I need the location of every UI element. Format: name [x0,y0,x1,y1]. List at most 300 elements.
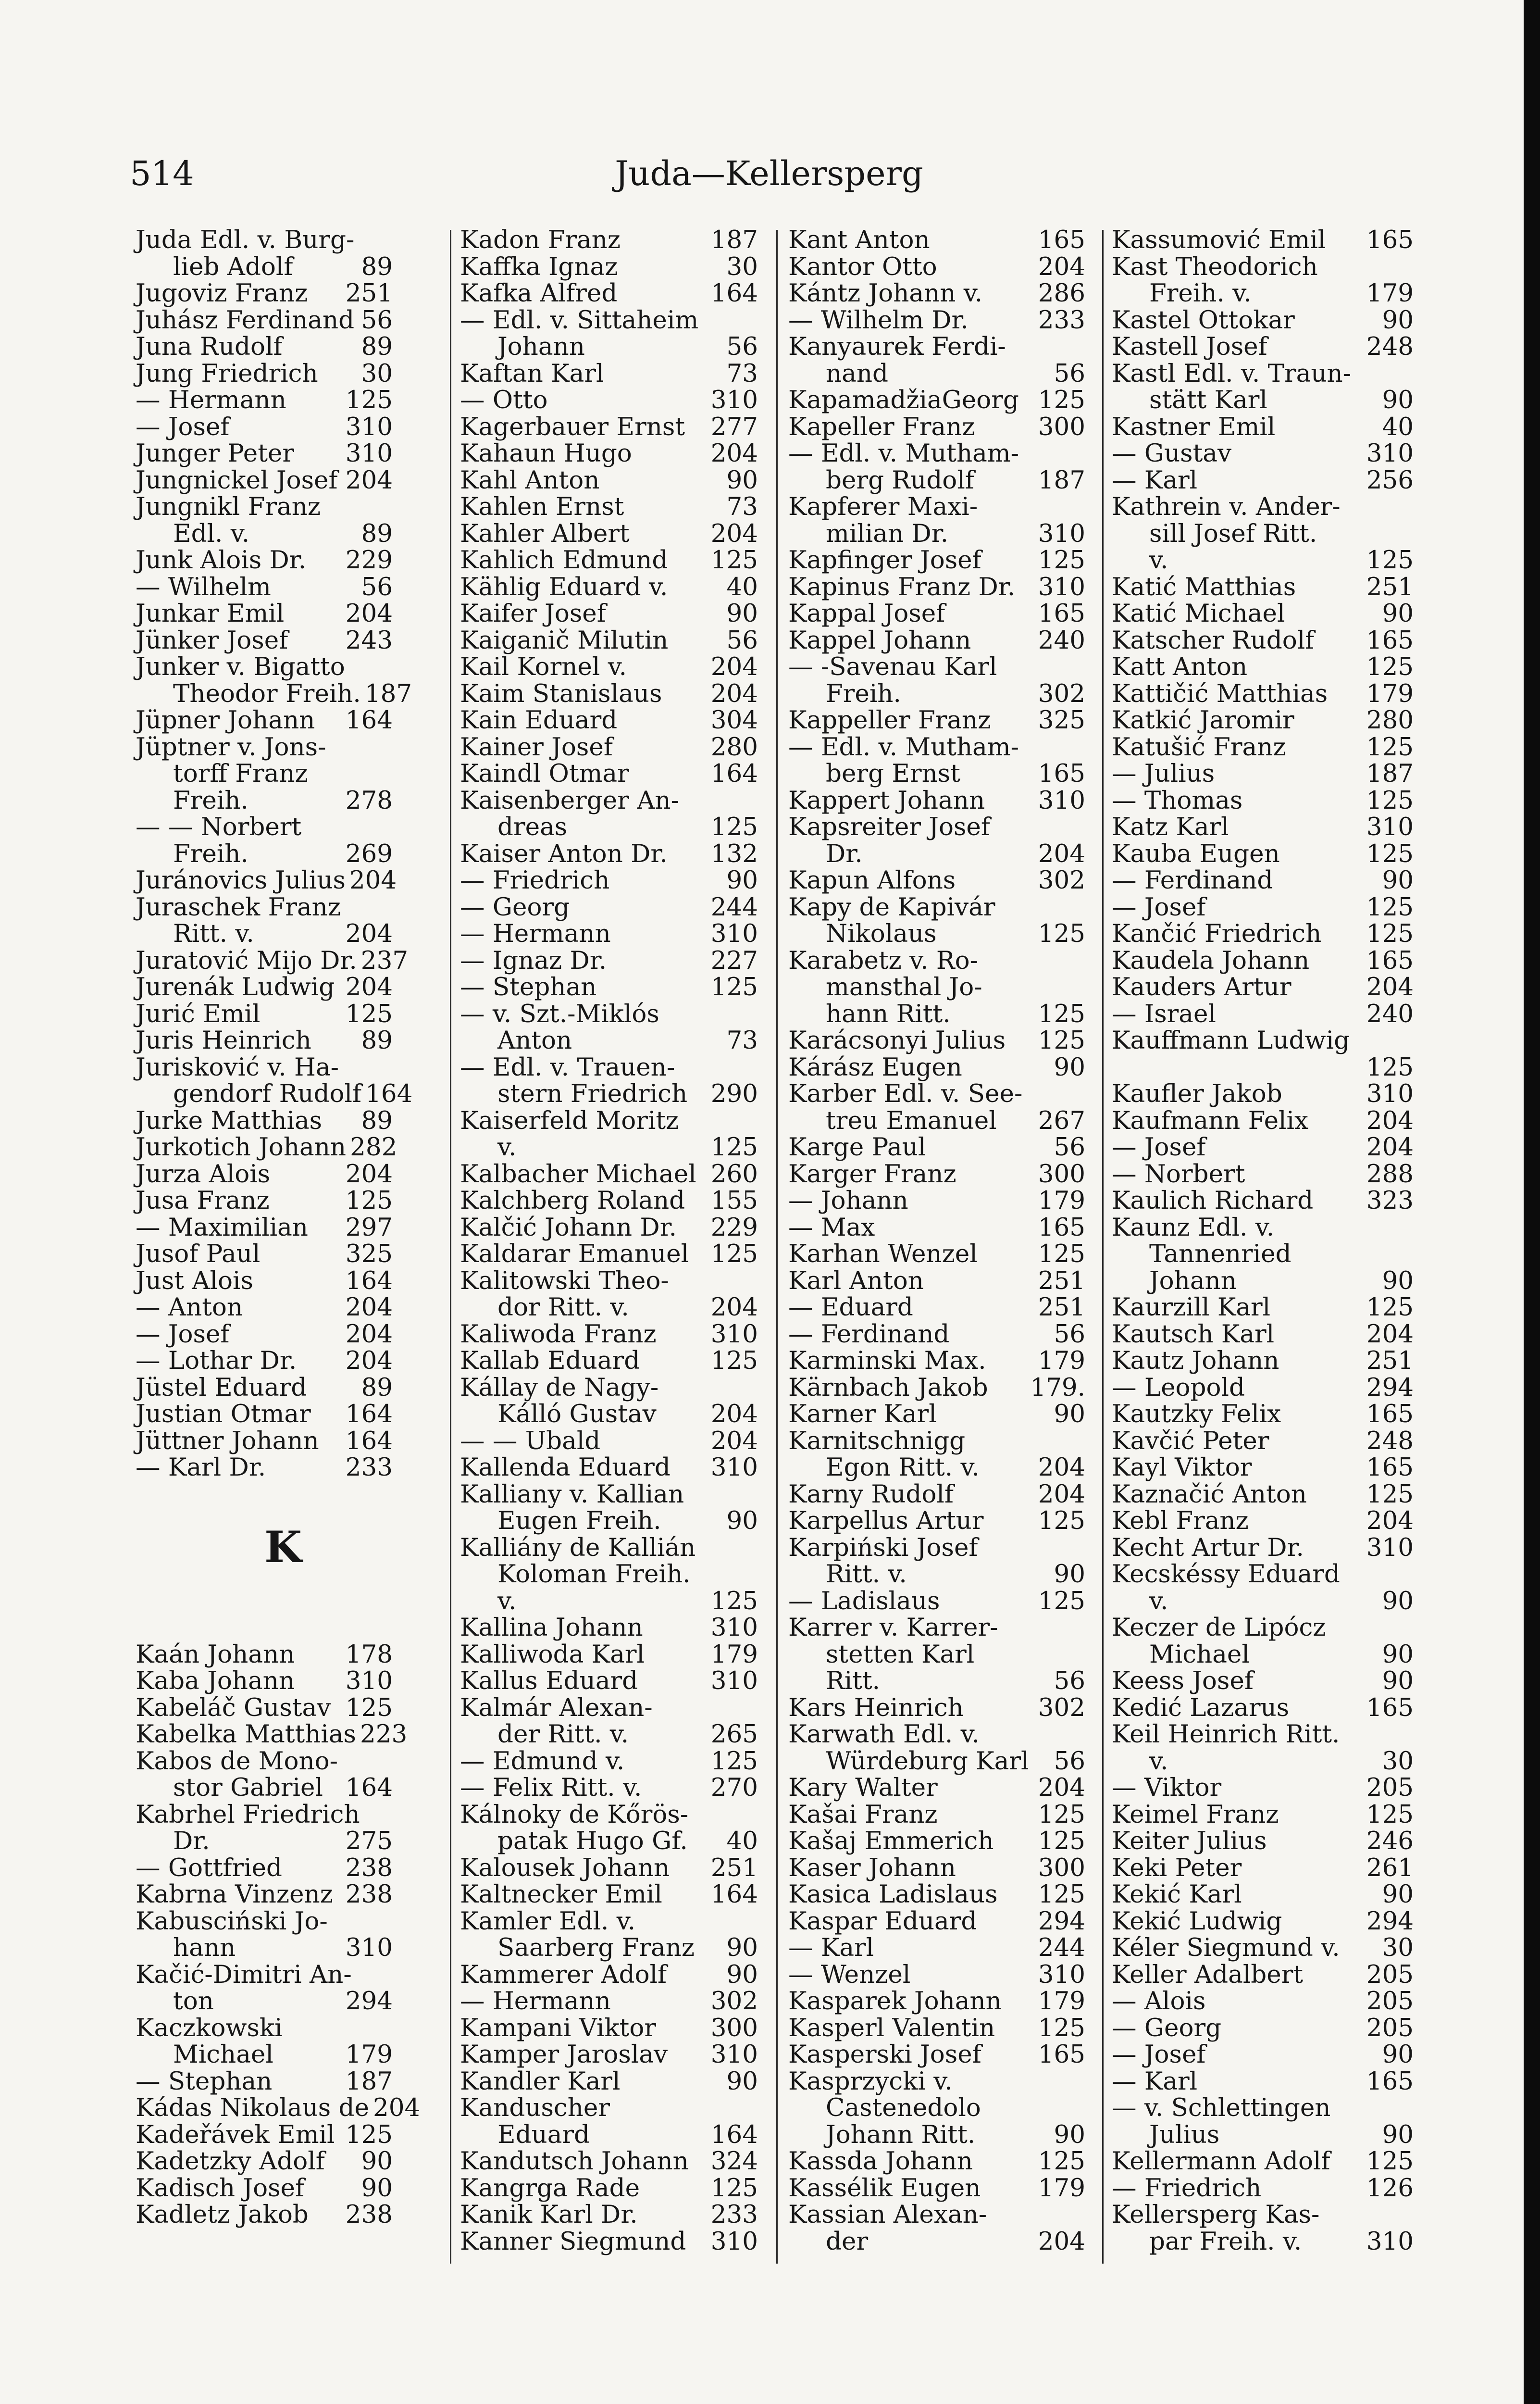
entry-page-number: 165 [1366,1400,1414,1428]
entry-page-number: 204 [710,1293,758,1322]
entry-page-number: 294 [1366,1373,1414,1402]
entry-name: Katt Anton [1112,652,1248,681]
index-entry [1112,2202,1414,2229]
index-entry [1112,1855,1414,1882]
entry-page-number: 290 [710,1079,758,1108]
index-entry [1112,1588,1414,1615]
entry-page-number: 300 [1038,412,1085,441]
entry-page-number: 248 [1366,332,1414,361]
entry-name: Kaltnecker Emil [460,1880,662,1909]
index-entry [788,2041,1085,2068]
index-column-3 [788,227,1085,2255]
index-column-1 [136,225,421,2229]
entry-name: Ritt. [826,1666,881,1695]
entry-page-number: 204 [710,679,758,708]
entry-name: Kattičić Matthias [1112,679,1328,708]
entry-name: Kagerbauer Ernst [460,412,685,441]
entry-page-number: 265 [710,1720,758,1749]
entry-name: Juris Heinrich [136,1026,311,1055]
index-entry [136,679,412,708]
entry-name: — Thomas [1112,786,1243,815]
index-entry [460,2095,758,2122]
index-entry [136,2202,393,2229]
entry-name: Kabrhel Friedrich [136,1800,360,1829]
entry-page-number: 204 [1366,1106,1414,1135]
entry-page-number: 310 [1366,1079,1414,1108]
entry-page-number: 325 [345,1240,393,1268]
entry-name: Jüttner Johann [136,1426,319,1455]
index-entry [788,1215,1085,1241]
entry-name: Kaindl Otmar [460,759,629,788]
entry-page-number: 56 [726,626,758,655]
entry-name: Kärnbach Jakob [788,1373,988,1402]
entry-page-number: 237 [360,946,409,975]
entry-page-number: 132 [710,839,758,868]
index-entry [136,814,393,841]
index-entry [136,521,393,548]
index-entry [136,974,393,1001]
entry-name: sill Josef Ritt. [1149,519,1317,548]
entry-name: Keczer de Lipócz [1112,1613,1326,1642]
entry-page-number: 302 [710,1987,758,2016]
entry-page-number: 310 [1366,813,1414,841]
index-entry [460,1108,758,1135]
entry-page-number: 179 [1366,679,1414,708]
index-entry [788,894,1085,921]
entry-page-number: 240 [1366,999,1414,1028]
entry-name: Kalliwoda Karl [460,1640,645,1669]
entry-name: Jusof Paul [136,1240,261,1268]
index-entry [136,1668,393,1695]
entry-name: Kéler Siegmund v. [1112,1933,1340,1962]
entry-name: Kary Walter [788,1773,938,1802]
index-entry [1112,1962,1414,1989]
index-entry [460,1935,758,1962]
index-entry [136,627,393,654]
entry-page-number: 310 [345,1666,393,1695]
entry-name: — Johann [788,1186,908,1215]
entry-page-number: 269 [345,839,393,868]
entry-name: Junk Alois Dr. [136,546,307,575]
entry-name: — Otto [460,386,548,414]
index-entry [1112,494,1414,521]
entry-page-number: 302 [1038,679,1085,708]
entry-name: dreas [497,813,568,841]
entry-name: Kauffmann Ludwig [1112,1026,1350,1055]
entry-name: Nikolaus [826,919,937,948]
entry-page-number: 125 [1366,2147,1414,2176]
entry-page-number: 90 [726,866,758,895]
entry-name: mansthal Jo- [826,973,982,1002]
entry-name: — — Norbert [136,813,302,841]
entry-page-number: 204 [1366,1506,1414,1535]
index-entry [1112,1748,1414,1775]
entry-name: Kačić-Dimitri An- [136,1960,352,1989]
index-entry [788,1935,1085,1962]
entry-name: Koloman Freih. [497,1560,691,1589]
entry-name: Kaftan Karl [460,359,604,388]
entry-name: — Wenzel [788,1960,911,1989]
index-entry [460,1134,758,1161]
entry-page-number: 73 [726,359,758,388]
index-entry [460,2068,758,2095]
index-entry [1112,601,1414,627]
entry-page-number: 90 [726,1933,758,1962]
index-entry [460,1027,758,1054]
index-entry [788,280,1085,307]
entry-page-number: 244 [710,892,758,922]
entry-name: Kašaj Emmerich [788,1827,994,1855]
entry-name: Kapsreiter Josef [788,813,990,841]
index-entry [1112,1988,1414,2015]
page-edge-border [1524,0,1540,2404]
entry-page-number: 204 [710,1400,758,1428]
entry-page-number: 125 [1366,1052,1414,1082]
index-entry [460,681,758,708]
entry-page-number: 125 [710,813,758,841]
index-entry [136,1802,393,1828]
index-entry [136,1079,413,1108]
entry-page-number: 126 [1366,2173,1414,2203]
entry-name: Kassian Alexan- [788,2200,987,2229]
entry-name: Kappeller Franz [788,706,991,735]
entry-page-number: 304 [710,706,758,735]
entry-name: Kecht Artur Dr. [1112,1533,1304,1562]
index-entry [788,1908,1085,1935]
entry-name: Freih. [826,679,901,708]
entry-name: Kedić Lazarus [1112,1693,1290,1722]
entry-page-number: 125 [1038,546,1085,575]
entry-page-number: 261 [1366,1853,1414,1882]
index-entry [788,814,1085,841]
entry-name: Kalmár Alexan- [460,1693,653,1722]
entry-page-number: 155 [710,1186,758,1215]
entry-page-number: 310 [345,439,393,468]
entry-name: Michael [173,2040,273,2069]
entry-name: Juránovics Julius [136,866,346,895]
index-entry [136,946,409,975]
entry-name: — Gustav [1112,439,1232,468]
entry-name: Kars Heinrich [788,1693,964,1722]
entry-name: Kaspar Eduard [788,1906,977,1936]
entry-name: Karger Franz [788,1159,956,1189]
entry-name: Kallab Eduard [460,1346,640,1375]
entry-name: ton [173,1987,214,2016]
entry-name: Kaunz Edl. v. [1112,1213,1275,1242]
entry-name: Jurisković v. Ha- [136,1052,339,1082]
index-entry [460,1294,758,1321]
entry-name: Jurke Matthias [136,1106,323,1135]
entry-page-number: 165 [1038,1213,1085,1242]
index-entry [460,2041,758,2068]
entry-page-number: 125 [345,1186,393,1215]
entry-page-number: 179 [1366,279,1414,308]
entry-name: Kálló Gustav [497,1400,657,1428]
index-entry [788,654,1085,681]
index-entry [1112,1641,1414,1668]
index-entry [136,307,393,334]
entry-name: Kecskéssy Eduard [1112,1560,1340,1589]
index-entry [788,681,1085,708]
index-entry [460,1508,758,1535]
entry-page-number: 204 [345,599,393,628]
index-entry [460,1802,758,1828]
entry-page-number: 30 [1382,1746,1414,1776]
index-entry [788,1188,1085,1215]
entry-name: Kellermann Adolf [1112,2147,1330,2176]
entry-name: Karwath Edl. v. [788,1720,980,1749]
entry-name: Kafka Alfred [460,279,618,308]
entry-page-number: 233 [1038,305,1085,335]
index-entry [136,361,393,388]
index-column-2 [460,227,758,2255]
index-entry [460,1081,758,1108]
index-entry [788,521,1085,548]
entry-name: Karge Paul [788,1133,926,1162]
entry-name: Kautz Johann [1112,1346,1279,1375]
index-entry [136,1855,393,1882]
entry-name: Kaba Johann [136,1666,295,1695]
entry-page-number: 204 [345,973,393,1002]
entry-name: Kappal Josef [788,599,945,628]
index-entry [460,521,758,548]
entry-page-number: 251 [1038,1293,1085,1322]
entry-name: treu Emanuel [826,1106,997,1135]
index-entry [788,1721,1085,1748]
entry-name: Karnitschnigg [788,1426,966,1455]
entry-name: — Karl [1112,465,1198,495]
entry-name: Johann [1149,1266,1237,1295]
index-entry [788,1695,1085,1722]
index-entry [136,1054,393,1081]
entry-page-number: 300 [1038,1159,1085,1189]
entry-page-number: 165 [1366,2066,1414,2096]
index-entry [460,1695,758,1722]
entry-page-number: 288 [1366,1159,1414,1189]
entry-name: Kaffka Ignaz [460,252,618,281]
entry-page-number: 204 [345,919,393,948]
index-entry [460,734,758,761]
index-entry [460,280,758,307]
entry-page-number: 179 [1038,1987,1085,2016]
entry-name: Kadletz Jakob [136,2200,309,2229]
entry-name: Kapfinger Josef [788,546,981,575]
index-entry [788,1508,1085,1535]
index-entry [788,361,1085,388]
index-entry [136,1294,393,1321]
index-entry [136,227,393,254]
entry-page-number: 164 [710,759,758,788]
index-entry [460,867,758,894]
index-entry [788,921,1085,948]
entry-page-number: 40 [726,572,758,601]
entry-name: Kaznačić Anton [1112,1479,1307,1509]
index-entry [1112,521,1414,548]
entry-page-number: 56 [361,572,393,601]
entry-page-number: 125 [710,1746,758,1776]
entry-name: Juraschek Franz [136,892,341,922]
entry-page-number: 125 [345,386,393,414]
entry-name: — Edl. v. Sittaheim [460,305,699,335]
index-entry [460,1748,758,1775]
index-entry [1112,254,1414,281]
entry-name: Kainer Josef [460,732,613,762]
entry-name: Kántz Johann v. [788,279,983,308]
entry-page-number: 204 [1038,1453,1085,1482]
index-entry [460,307,758,334]
index-entry [1112,627,1414,654]
index-entry [788,1027,1085,1054]
entry-page-number: 125 [1366,919,1414,948]
entry-page-number: 204 [710,1426,758,1455]
entry-name: Katkić Jaromir [1112,706,1294,735]
entry-name: — Max [788,1213,875,1242]
index-entry [136,387,393,414]
entry-page-number: 89 [361,252,393,281]
index-entry [1112,1775,1414,1802]
entry-name: Jünker Josef [136,626,288,655]
entry-page-number: 204 [1038,1773,1085,1802]
entry-page-number: 90 [1382,305,1414,335]
entry-name: Kanner Siegmund [460,2227,686,2256]
index-entry [460,1241,758,1268]
index-entry [1112,1161,1414,1188]
entry-name: Freih. [173,839,248,868]
page-title: Juda—Kellersperg [615,154,923,193]
index-entry [1112,2229,1414,2255]
entry-name: Kampani Viktor [460,2013,656,2042]
index-entry [788,2175,1085,2202]
entry-name: Tannenried [1149,1240,1292,1268]
entry-page-number: 125 [1366,546,1414,575]
entry-page-number: 90 [726,465,758,495]
entry-name: — Edl. v. Trauen- [460,1052,675,1082]
index-entry [460,1161,758,1188]
entry-name: Junker v. Bigatto [136,652,345,681]
entry-page-number: 244 [1038,1933,1085,1962]
index-entry [1112,1348,1414,1375]
index-entry [460,1188,758,1215]
index-entry [136,494,393,521]
index-entry [788,467,1085,494]
entry-name: Anton [497,1026,572,1055]
entry-name: Freih. v. [1149,279,1252,308]
entry-name: Kanduscher [460,2093,610,2122]
entry-page-number: 179. [1030,1373,1085,1402]
entry-page-number: 40 [1382,412,1414,441]
entry-name: Johann Ritt. [826,2120,976,2149]
entry-page-number: 125 [710,973,758,1002]
entry-name: — Stephan [460,973,597,1002]
entry-name: — Hermann [460,1987,611,2016]
index-entry [1112,2175,1414,2202]
entry-name: — Edl. v. Mutham- [788,732,1019,762]
index-entry [788,1535,1085,1562]
entry-page-number: 256 [1366,465,1414,495]
entry-page-number: 164 [710,2120,758,2149]
index-entry [460,334,758,361]
section-letter: K [264,1521,302,1573]
entry-name: Julius [1149,2120,1220,2149]
entry-name: hann [173,1933,236,1962]
entry-name: Kaufler Jakob [1112,1079,1282,1108]
index-entry [1112,387,1414,414]
entry-name: Kasica Ladislaus [788,1880,998,1909]
index-entry [460,814,758,841]
entry-page-number: 165 [1366,1693,1414,1722]
index-entry [1112,1321,1414,1348]
index-entry [1112,1268,1414,1295]
index-entry [136,1935,393,1962]
entry-name: Kahl Anton [460,465,600,495]
entry-page-number: 204 [710,652,758,681]
entry-name: Junkar Emil [136,599,285,628]
index-entry [136,1454,393,1481]
entry-page-number: 187 [710,225,758,254]
index-entry [788,2202,1085,2229]
index-entry [460,1454,758,1481]
index-entry [136,1908,393,1935]
entry-name: Kebl Franz [1112,1506,1249,1535]
entry-page-number: 286 [1038,279,1085,308]
index-entry [460,1481,758,1508]
entry-page-number: 238 [345,2200,393,2229]
index-entry [1112,1375,1414,1402]
entry-page-number: 325 [1038,706,1085,735]
entry-name: Juratović Mijo Dr. [136,946,357,975]
entry-page-number: 165 [1366,225,1414,254]
entry-name: — Hermann [460,919,611,948]
entry-name: Kabeláč Gustav [136,1693,331,1722]
entry-name: Kaifer Josef [460,599,606,628]
entry-page-number: 238 [345,1880,393,1909]
index-entry [1112,1027,1414,1054]
entry-name: — Julius [1112,759,1215,788]
index-entry [460,1001,758,1028]
entry-name: Edl. v. [173,519,250,548]
entry-page-number: 294 [345,1987,393,2016]
entry-name: Jusa Franz [136,1186,270,1215]
entry-name: Karminski Max. [788,1346,986,1375]
index-entry [136,866,397,895]
entry-name: — Georg [1112,2013,1222,2042]
index-entry [1112,2041,1414,2068]
index-entry [788,227,1085,254]
entry-name: Würdeburg Karl [826,1746,1029,1776]
entry-page-number: 310 [1366,1533,1414,1562]
index-entry [136,1375,393,1402]
entry-name: Kangrga Rade [460,2173,640,2203]
index-entry [460,494,758,521]
entry-name: stern Friedrich [497,1079,688,1108]
entry-name: — Norbert [1112,1159,1245,1189]
index-entry [460,1428,758,1455]
entry-page-number: 56 [1054,1319,1085,1349]
entry-name: KapamadžiaGeorg [788,386,1019,414]
index-entry [788,1001,1085,1028]
entry-name: Kárász Eugen [788,1052,962,1082]
entry-page-number: 238 [345,1853,393,1882]
index-entry [1112,1615,1414,1641]
entry-name: Jung Friedrich [136,359,318,388]
index-entry [788,1775,1085,1802]
index-entry [460,414,758,441]
index-entry [1112,1054,1414,1081]
entry-name: — — Ubald [460,1426,601,1455]
entry-page-number: 204 [345,1293,393,1322]
entry-name: — Edl. v. Mutham- [788,439,1019,468]
entry-name: Katz Karl [1112,813,1229,841]
